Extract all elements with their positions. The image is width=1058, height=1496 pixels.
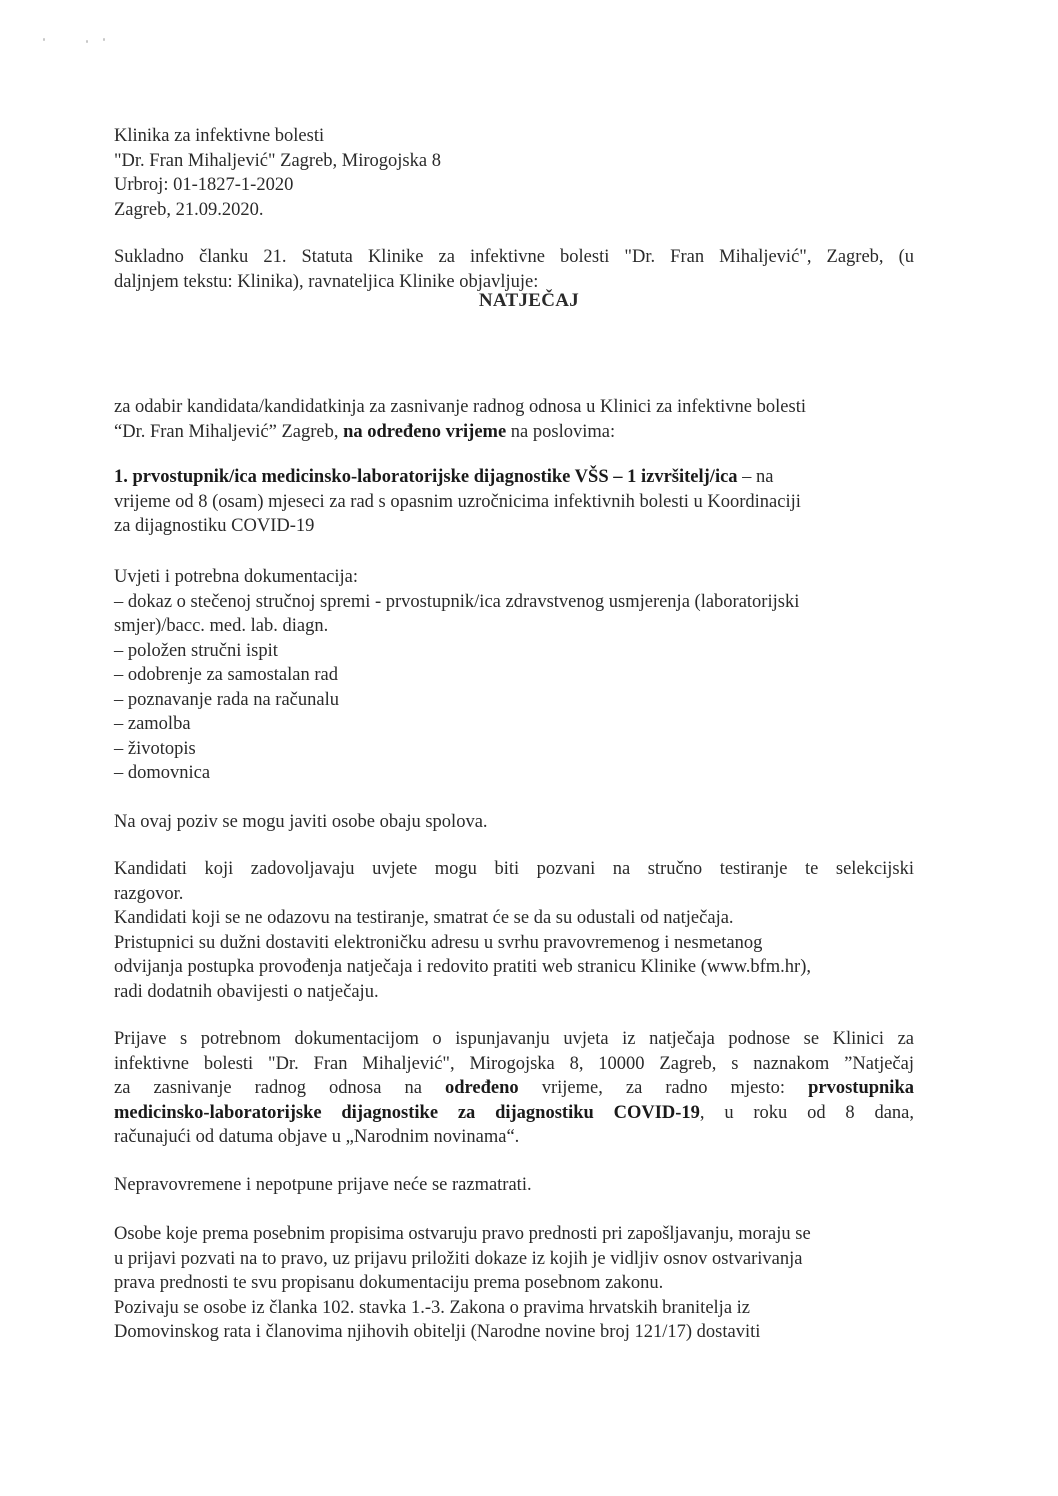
page-title: NATJEČAJ <box>478 290 580 311</box>
application-emphasis: prvostupnika <box>808 1078 914 1098</box>
application-line: infektivne bolesti "Dr. Fran Mihaljević", Mirogojska 8, 10000 Zagreb, s naznakom ”Natječaj <box>114 1053 914 1074</box>
application-paragraph <box>114 1027 914 1150</box>
purpose-line <box>114 420 914 445</box>
purpose-line: za odabir kandidata/kandidatkinja za zasnivanje radnog odnosa u Klinici za infektivne bolesti <box>114 397 806 417</box>
testing-line: Kandidati koji zadovoljavaju uvjete mogu biti pozvani na stručno testiranje te selekcijski <box>114 859 914 879</box>
scan-speck <box>43 38 45 41</box>
application-text: , u roku od 8 dana, <box>699 1102 914 1123</box>
position-line: za dijagnostiku COVID-19 <box>114 516 315 536</box>
requirement-item: – poznavanje rada na računalu <box>114 689 339 710</box>
application-line <box>114 1076 914 1101</box>
application-line: Prijave s potrebnom dokumentacijom o ispunjavanju uvjeta iz natječaja podnose se Klinici za <box>114 1029 914 1049</box>
scan-speck <box>103 38 105 41</box>
application-line <box>114 1101 914 1126</box>
testing-line: radi dodatnih obavijesti o natječaju. <box>114 981 379 1002</box>
intro-line: Sukladno članku 21. Statuta Klinike za infektivne bolesti "Dr. Fran Mihaljević", Zagreb, (u <box>114 247 914 267</box>
priority-line: Domovinskog rata i članovima njihovih obitelji (Narodne novine broj 121/17) dostaviti <box>114 1322 761 1342</box>
requirement-item: – domovnica <box>114 763 211 783</box>
requirement-item: – životopis <box>114 738 196 759</box>
incomplete-note <box>114 1173 914 1198</box>
priority-line: u prijavi pozvati na to pravo, uz prijavu priložiti dokaze iz kojih je vidljiv osnov ostvarivanja <box>114 1248 803 1269</box>
intro-paragraph <box>114 245 914 294</box>
purpose-paragraph <box>114 395 914 444</box>
intro-line: daljnjem tekstu: Klinika), ravnateljica Klinike objavljuje: <box>114 271 539 292</box>
priority-paragraph <box>114 1222 914 1345</box>
purpose-emphasis: na određeno vrijeme <box>343 421 507 442</box>
testing-line: odvijanja postupka provođenja natječaja i redovito pratiti web stranicu Klinike (www.bfm.hr), <box>114 957 811 977</box>
position-title: 1. prvostupnik/ica medicinsko-laboratorijske dijagnostike VŠS – 1 izvršitelj/ica <box>114 467 738 487</box>
place-date: Zagreb, 21.09.2020. <box>114 199 264 220</box>
requirement-item: – zamolba <box>114 714 191 734</box>
requirement-item: – dokaz o stečenoj stručnoj spremi - prvostupnik/ica zdravstvenog usmjerenja (laboratorijski <box>114 591 800 612</box>
institution-address: "Dr. Fran Mihaljević" Zagreb, Mirogojska 8 <box>114 150 441 171</box>
position-text: – na <box>737 467 774 487</box>
requirement-item: – odobrenje za samostalan rad <box>114 665 338 685</box>
scan-speck <box>86 40 88 43</box>
priority-line: prava prednosti te svu propisanu dokumentaciju prema posebnom zakonu. <box>114 1273 664 1293</box>
purpose-text: na poslovima: <box>506 421 616 442</box>
position-paragraph <box>114 465 914 539</box>
priority-line: Osobe koje prema posebnim propisima ostvaruju pravo prednosti pri zapošljavanju, moraju se <box>114 1224 811 1244</box>
requirements-heading: Uvjeti i potrebna dokumentacija: <box>114 567 359 587</box>
position-line: vrijeme od 8 (osam) mjeseci za rad s opasnim uzročnicima infektivnih bolesti u Koordinaciji <box>114 491 801 512</box>
requirement-item: – položen stručni ispit <box>114 640 278 661</box>
requirement-item: smjer)/bacc. med. lab. diagn. <box>114 616 329 636</box>
application-line: računajući od datuma objave u „Narodnim novinama“. <box>114 1127 520 1147</box>
testing-paragraph <box>114 857 914 1004</box>
gender-note-text: Na ovaj poziv se mogu javiti osobe obaju spolova. <box>114 812 488 832</box>
gender-note <box>114 810 914 835</box>
testing-line: razgovor. <box>114 883 184 904</box>
institution-name: Klinika za infektivne bolesti <box>114 126 325 146</box>
position-line <box>114 465 914 490</box>
requirements-list <box>114 565 914 786</box>
application-text: za zasnivanje radnog odnosa na <box>114 1078 445 1098</box>
application-emphasis: određeno <box>445 1078 519 1098</box>
testing-line: Kandidati koji se ne odazovu na testiranje, smatrat će se da su odustali od natječaja. <box>114 908 734 928</box>
purpose-text: “Dr. Fran Mihaljević” Zagreb, <box>114 421 344 442</box>
application-text: vrijeme, za radno mjesto: <box>518 1078 809 1098</box>
priority-line: Pozivaju se osobe iz članka 102. stavka 1.-3. Zakona o pravima hrvatskih branitelja iz <box>114 1297 751 1318</box>
letterhead <box>114 124 914 222</box>
testing-line: Pristupnici su dužni dostaviti elektroničku adresu u svrhu pravovremenog i nesmetanog <box>114 932 763 953</box>
incomplete-note-text: Nepravovremene i nepotpune prijave neće se razmatrati. <box>114 1175 532 1195</box>
application-emphasis: medicinsko-laboratorijske dijagnostike za dijagnostiku COVID-19 <box>114 1102 700 1123</box>
reference-number: Urbroj: 01-1827-1-2020 <box>114 175 294 195</box>
